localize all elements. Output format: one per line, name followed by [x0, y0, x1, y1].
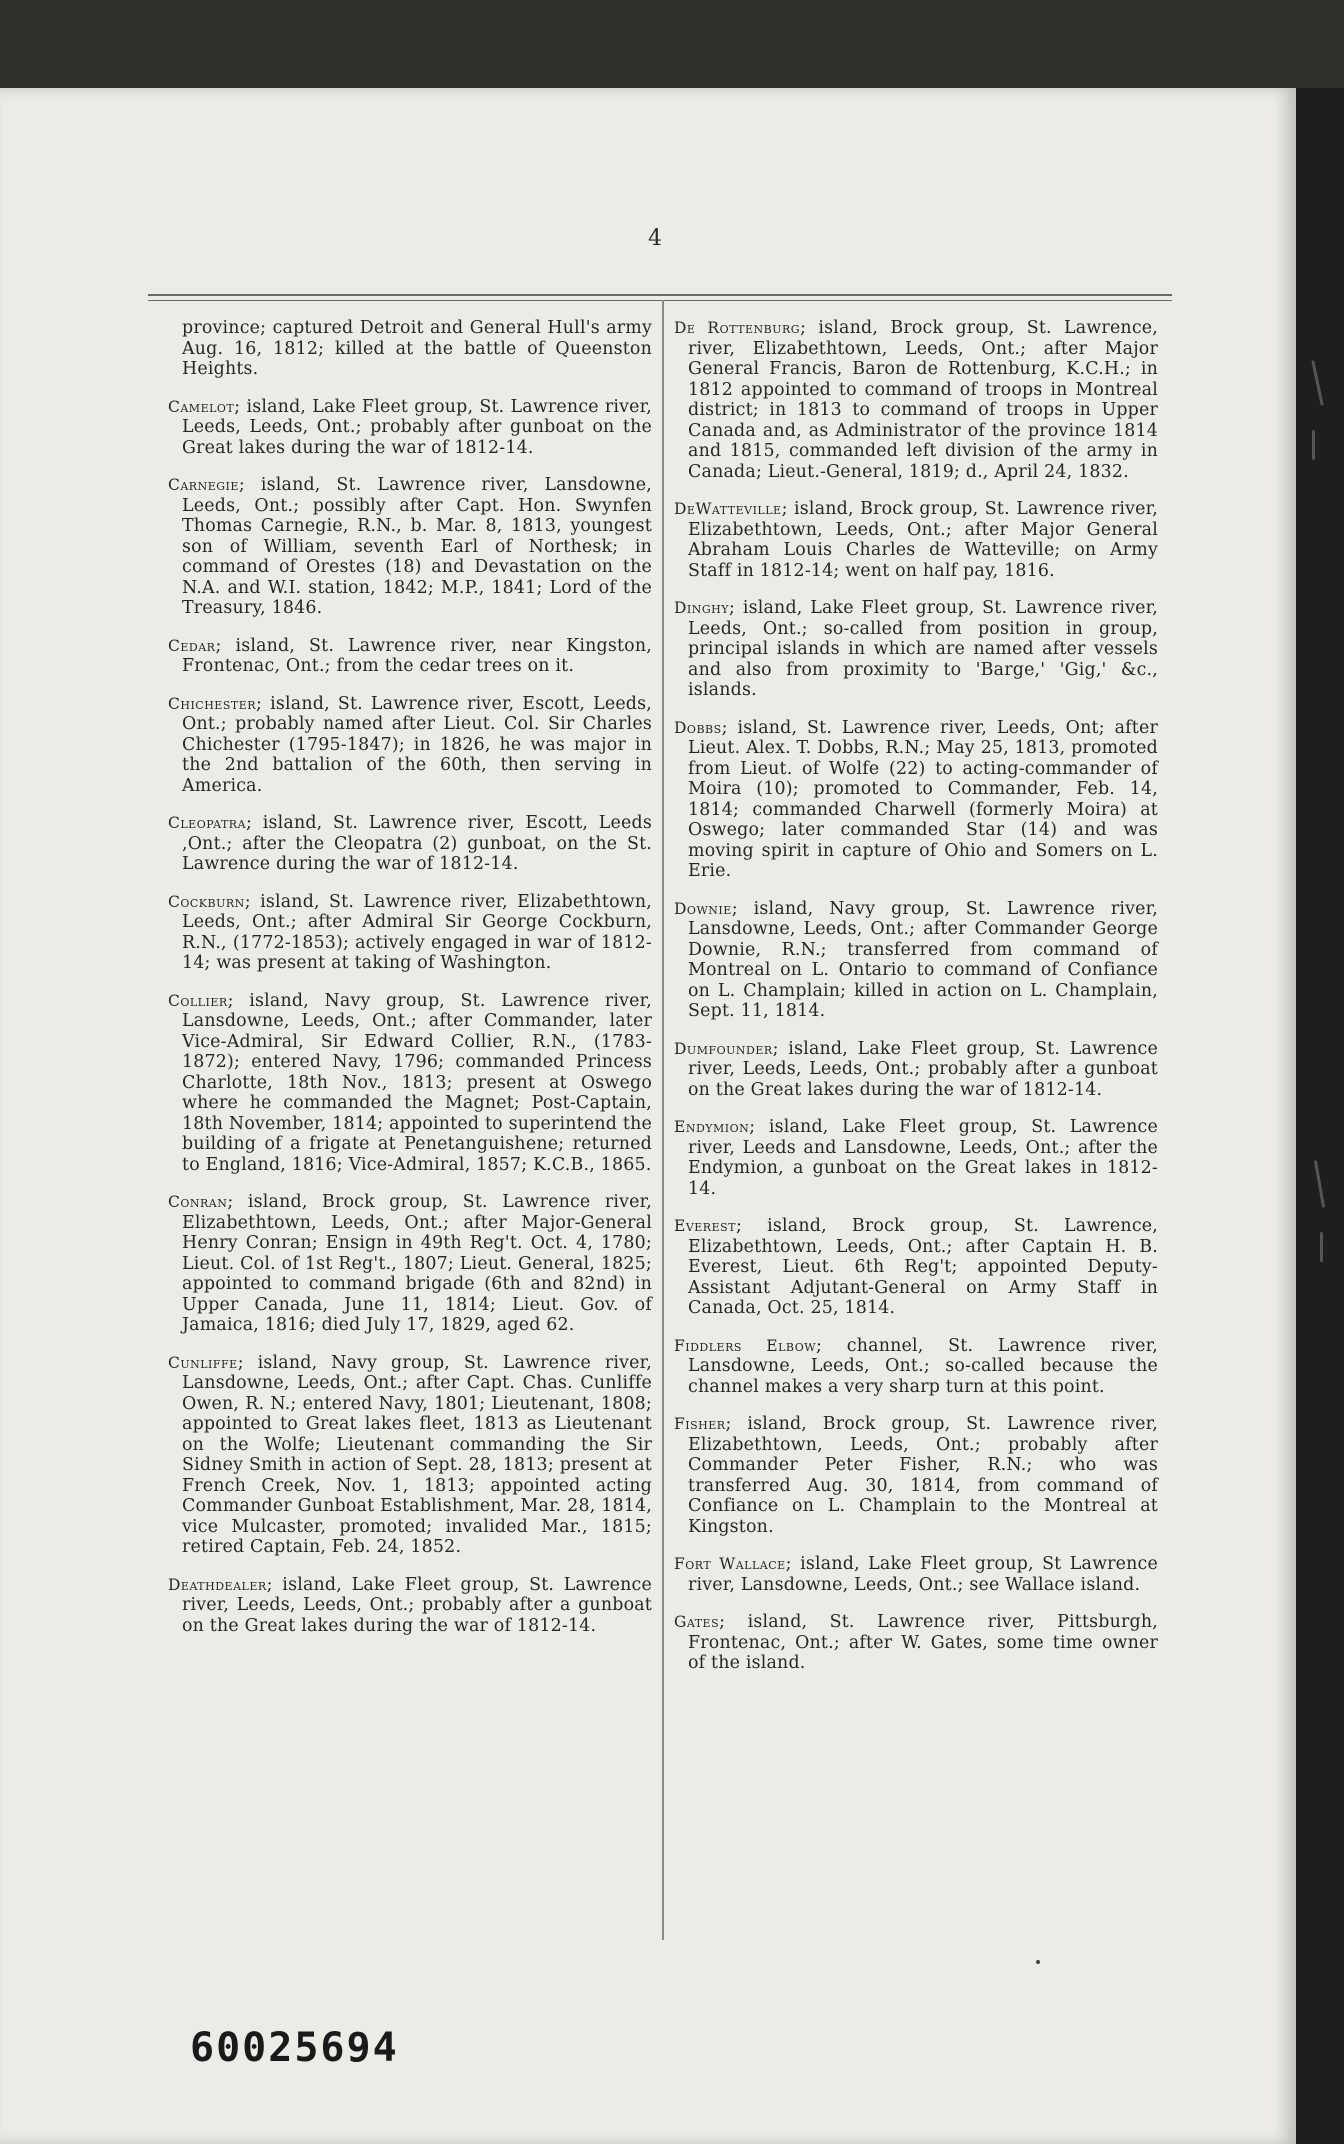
- entry-fisher: [674, 1414, 1158, 1537]
- entry-gates: [674, 1612, 1158, 1674]
- entry-headword: Cockburn: [168, 892, 245, 911]
- right-column: [674, 318, 1158, 1691]
- entry-conran: [168, 1192, 652, 1336]
- entry-text: ; island, Lake Fleet group, St. Lawrence river, Leeds, Ont.; so-called from position in group, principal islands in which are named after vessels and also from proximity to 'Barge,' 'Gig,' &c., islands.: [688, 598, 1158, 700]
- entry-text: ; island, Navy group, St. Lawrence river, Lansdowne, Leeds, Ont.; after Capt. Chas. Cunliffe Owen, R. N.; entered Navy, 1801; Lieutenant, 1808; appointed to Great lakes fleet, 1813 as Lieutenant on the Wolfe; Lieutenant commanding the Sir Sidney Smith in action of Sept. 28, 1813; present at French Creek, Nov. 1, 1813; appointed acting Commander Gunboat Establishment, Mar. 28, 1814, vice Mulcaster, promoted; invalided Mar., 1815; retired Captain, Feb. 24, 1852.: [182, 1352, 652, 1557]
- entry-text: ; island, Brock group, St. Lawrence river, Elizabethtown, Leeds, Ont.; probably after Commander Peter Fisher, R.N.; who was transferred Aug. 30, 1814, from command of Confiance on L. Champlain to the Montreal at Kingston.: [688, 1414, 1158, 1537]
- entry-fort-wallace: [674, 1554, 1158, 1595]
- entry-headword: Cleopatra: [168, 814, 247, 832]
- entry-text: ; island, St. Lawrence river, Escott, Leeds ,Ont.; after the Cleopatra (2) gunboat, on the St. Lawrence during the war of 1812-14.: [182, 813, 652, 874]
- entry-de-rottenburg: [674, 318, 1158, 482]
- entry-continuation: [168, 318, 652, 380]
- entry-headword: De Rottenburg: [674, 319, 801, 337]
- entry-headword: Everest: [674, 1217, 736, 1235]
- entry-text: ; island, St. Lawrence river, near Kingston, Frontenac, Ont.; from the cedar trees on it.: [182, 635, 652, 676]
- left-column: [168, 318, 652, 1653]
- entry-text: ; island, Brock group, St. Lawrence river, Elizabethtown, Leeds, Ont.; after Major General Abraham Louis Charles de Watteville; on Army Staff in 1812-14; went on half pay, 1816.: [688, 499, 1158, 581]
- entry-dinghy: [674, 598, 1158, 701]
- entry-text: ; island, Navy group, St. Lawrence river, Lansdowne, Leeds, Ont.; after Commander George Downie, R.N.; transferred from command of Montreal on L. Ontario to command of Confiance on L. Champlain; killed in action on L. Champlain, Sept. 11, 1814.: [688, 898, 1158, 1021]
- page-speck: [1036, 1960, 1040, 1964]
- entry-chichester: [168, 694, 652, 797]
- entry-text: ; island, Lake Fleet group, St. Lawrence river, Leeds, Leeds, Ont.; probably after gunboat on the Great lakes during the war of 1812-14.: [182, 396, 652, 458]
- entry-text: province; captured Detroit and General Hull's army Aug. 16, 1812; killed at the battle of Queenston Heights.: [182, 318, 652, 379]
- entry-text: ; island, Brock group, St. Lawrence, river, Elizabethtown, Leeds, Ont.; after Major General Francis, Baron de Rottenburg, K.C.H.; in 1812 appointed to command of troops in Montreal district; in 1813 to command of troops in Upper Canada and, as Administrator of the province 1814 and 1815, commanded left division of the army in Canada; Lieut.-General, 1819; d., April 24, 1832.: [688, 318, 1158, 482]
- entry-text: ; island, St. Lawrence river, Lansdowne, Leeds, Ont.; possibly after Capt. Hon. Swynfen Thomas Carnegie, R.N., b. Mar. 8, 1813, youngest son of William, seventh Earl of Northesk; in command of Orestes (18) and Devastation on the N.A. and W.I. station, 1842; M.P., 1841; Lord of the Treasury, 1846.: [182, 475, 652, 618]
- entry-headword: Dinghy: [674, 599, 730, 617]
- entry-cedar: [168, 636, 652, 677]
- entry-headword: DeWatteville: [674, 500, 782, 518]
- entry-carnegie: [168, 475, 652, 619]
- entry-headword: Collier: [168, 991, 228, 1010]
- entry-text: ; island, Lake Fleet group, St Lawrence river, Lansdowne, Leeds, Ont.; see Wallace island.: [688, 1554, 1158, 1595]
- scan-background: [0, 0, 1344, 92]
- header-rule-top: [148, 294, 1172, 296]
- entry-headword: Carnegie: [168, 476, 239, 494]
- entry-text: ; island, Lake Fleet group, St. Lawrence river, Leeds, Leeds, Ont.; probably after a gunboat on the Great lakes during the war of 1812-14.: [688, 1038, 1158, 1100]
- entry-cunliffe: [168, 1353, 652, 1558]
- entry-headword: Downie: [674, 899, 732, 918]
- margin-pencil-mark: [1312, 430, 1315, 460]
- entry-downie: [674, 899, 1158, 1022]
- entry-headword: Fisher: [674, 1415, 726, 1433]
- entry-dobbs: [674, 718, 1158, 882]
- entry-text: ; island, St. Lawrence river, Pittsburgh, Frontenac, Ont.; after W. Gates, some time owner of the island.: [688, 1612, 1158, 1673]
- page-number: 4: [648, 226, 662, 251]
- entry-text: ; island, Navy group, St. Lawrence river, Lansdowne, Leeds, Ont.; after Commander, later Vice-Admiral, Sir Edward Collier, R.N., (1783-1872); entered Navy, 1796; commanded Princess Charlotte, 18th Nov., 1813; present at Oswego where he commanded the Magnet; Post-Captain, 18th November, 1814; appointed to superintend the building of a frigate at Penetanguishene; returned to England, 1816; Vice-Admiral, 1857; K.C.B., 1865.: [182, 990, 652, 1175]
- entry-text: ; island, Brock group, St. Lawrence, Elizabethtown, Leeds, Ont.; after Captain H. B. Everest, Lieut. 6th Reg't; appointed Deputy-Assistant Adjutant-General on Army Staff in Canada, Oct. 25, 1814.: [688, 1216, 1158, 1318]
- entry-everest: [674, 1216, 1158, 1319]
- entry-headword: Deathdealer: [168, 1575, 267, 1594]
- entry-text: ; island, Brock group, St. Lawrence river, Elizabethtown, Leeds, Ont.; after Major-General Henry Conran; Ensign in 49th Reg't. Oct. 4, 1780; Lieut. Col. of 1st Reg't., 1807; Lieut. General, 1825; appointed to command brigade (6th and 82nd) in Upper Canada, June 11, 1814; Lieut. Gov. of Jamaica, 1816; died July 17, 1829, aged 62.: [182, 1192, 652, 1335]
- entry-dewatteville: [674, 499, 1158, 581]
- entry-text: ; island, St. Lawrence river, Leeds, Ont; after Lieut. Alex. T. Dobbs, R.N.; May 25, 1813, promoted from Lieut. of Wolfe (22) to acting-commander of Moira (10); promoted to Commander, Feb. 14, 1814; commanded Charwell (formerly Moira) at Oswego; later commanded Star (14) and was moving spirit in capture of Ohio and Somers on L. Erie.: [688, 717, 1158, 881]
- entry-headword: Endymion: [674, 1118, 750, 1136]
- column-divider: [662, 300, 664, 1940]
- entry-text: ; island, St. Lawrence river, Elizabethtown, Leeds, Ont.; after Admiral Sir George Cockburn, R.N., (1772-1853); actively engaged in war of 1812-14; was present at taking of Washington.: [182, 891, 652, 973]
- entry-headword: Dobbs: [674, 718, 722, 737]
- entry-headword: Cedar: [168, 636, 216, 655]
- entry-camelot: [168, 397, 652, 459]
- entry-headword: Dumfounder: [674, 1039, 773, 1058]
- entry-deathdealer: [168, 1575, 652, 1637]
- entry-headword: Gates: [674, 1613, 720, 1631]
- entry-headword: Conran: [168, 1193, 228, 1211]
- margin-pencil-mark: [1320, 1232, 1323, 1262]
- entry-collier: [168, 991, 652, 1176]
- entry-endymion: [674, 1117, 1158, 1199]
- entry-headword: Fort Wallace: [674, 1555, 786, 1573]
- entry-cleopatra: [168, 813, 652, 875]
- entry-text: ; island, St. Lawrence river, Escott, Leeds, Ont.; probably named after Lieut. Col. Sir Charles Chichester (1795-1847); in 1826, he was major in the 2nd battalion of the 60th, then serving in America.: [182, 693, 652, 796]
- serial-number-stamp: 60025694: [190, 2025, 399, 2071]
- header-rule-bottom: [148, 300, 1172, 301]
- entry-text: ; channel, St. Lawrence river, Lansdowne, Leeds, Ont.; so-called because the channel makes a very sharp turn at this point.: [688, 1335, 1158, 1397]
- entry-headword: Camelot: [168, 397, 235, 416]
- entry-dumfounder: [674, 1039, 1158, 1101]
- entry-text: ; island, Lake Fleet group, St. Lawrence river, Leeds, Leeds, Ont.; probably after a gunboat on the Great lakes during the war of 1812-14.: [182, 1574, 652, 1636]
- entry-text: ; island, Lake Fleet group, St. Lawrence river, Leeds and Lansdowne, Leeds, Ont.; after the Endymion, a gunboat on the Great lakes in 1812-14.: [688, 1117, 1158, 1199]
- entry-cockburn: [168, 892, 652, 974]
- entry-headword: Chichester: [168, 694, 257, 713]
- entry-headword: Cunliffe: [168, 1353, 238, 1372]
- entry-headword: Fiddlers Elbow: [674, 1336, 817, 1355]
- entry-fiddlers-elbow: [674, 1336, 1158, 1398]
